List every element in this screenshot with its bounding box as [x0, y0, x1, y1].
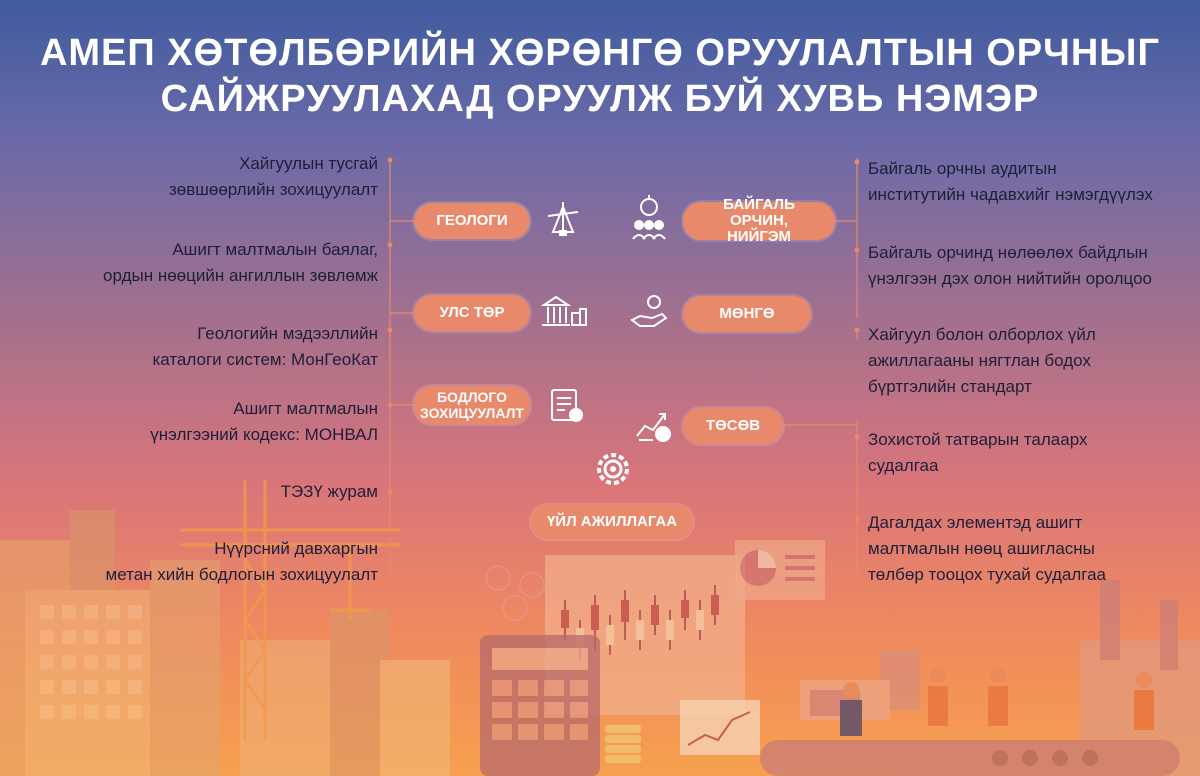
left-item-2 — [18, 237, 378, 289]
right-item-3-line2: ажиллагааны нягтлан бодох — [868, 351, 1091, 370]
left-item-5 — [18, 479, 378, 505]
hand-coin-icon — [632, 296, 666, 326]
category-state-network: УЛС ТӨР — [414, 295, 530, 331]
coin-stack-illustration — [605, 725, 641, 763]
left-item-6-line1: Нүүрсний давхаргын — [214, 539, 378, 558]
page-title — [0, 30, 1200, 122]
category-environment: БАЙГАЛЬ ОРЧИН, НИЙГЭМ — [683, 202, 835, 240]
title-line-2: САЙЖРУУЛАХАД ОРУУЛЖ БУЙ ХУВЬ НЭМЭР — [160, 78, 1040, 120]
globe-community-icon — [633, 195, 665, 239]
title-line-1: АМЕП ХӨТӨЛБӨРИЙН ХӨРӨНГӨ ОРУУЛАЛТЫН ОРЧНЫГ — [39, 32, 1161, 74]
government-building-icon — [542, 297, 586, 325]
calculator-illustration — [480, 635, 600, 776]
right-item-3 — [868, 322, 1188, 400]
left-item-4-line2: үнэлгээний кодекс: МОНВАЛ — [150, 425, 378, 444]
right-item-4 — [868, 427, 1188, 479]
growth-chart-icon — [637, 414, 670, 441]
right-item-1-line2: институтийн чадавхийг нэмэгдүүлэх — [868, 185, 1153, 204]
left-item-6 — [18, 536, 378, 588]
left-item-2-line2: ордын нөөцийн ангиллын зөвлөмж — [103, 266, 378, 285]
left-item-1 — [18, 151, 378, 203]
right-item-5-line1: Дагалдах элементэд ашигт — [868, 513, 1083, 532]
factory-workers-illustration — [760, 580, 1200, 776]
left-connector — [390, 158, 414, 578]
left-item-1-line1: Хайгуулын тусгай — [239, 154, 378, 173]
left-item-6-line2: метан хийн бодлогын зохицуулалт — [105, 565, 378, 584]
right-item-1 — [868, 156, 1188, 208]
left-item-3-line1: Геологийн мэдээллийн — [197, 324, 378, 343]
right-item-2 — [868, 240, 1188, 292]
category-budget: ТӨСӨВ — [683, 408, 783, 444]
right-item-5 — [868, 510, 1188, 588]
left-item-1-line2: зөвшөөрлийн зохицуулалт — [168, 180, 378, 199]
left-item-4 — [18, 396, 378, 448]
rock-drill-icon — [548, 202, 578, 236]
right-item-3-line1: Хайгуул болон олборлох үйл — [868, 325, 1096, 344]
category-policy: БОДЛОГО ЗОХИЦУУЛАЛТ — [414, 386, 530, 424]
category-money: МӨНГӨ — [683, 296, 811, 332]
pie-chart-illustration — [735, 540, 825, 600]
right-item-4-line2: судалгаа — [868, 456, 939, 475]
left-item-2-line1: Ашигт малтмалын баялаг, — [172, 240, 378, 259]
left-item-5-line1: ТЭЗҮ журам — [280, 482, 378, 501]
right-item-2-line1: Байгаль орчинд нөлөөлөх байдлын — [868, 243, 1148, 262]
gear-icon — [599, 455, 627, 483]
right-item-5-line2: малтмалын нөөц ашигласны — [868, 539, 1095, 558]
right-item-5-line3: төлбөр тооцох тухай судалгаа — [868, 565, 1106, 584]
trend-chart-illustration — [680, 700, 760, 755]
left-item-3 — [18, 321, 378, 373]
category-operations: ҮЙЛ АЖИЛЛАГАА — [531, 505, 693, 539]
currency-coins-illustration — [486, 566, 544, 620]
left-item-4-line1: Ашигт малтмалын — [233, 399, 378, 418]
category-geology: ГЕОЛОГИ — [414, 203, 530, 239]
right-item-4-line1: Зохистой татварын талаарх — [868, 430, 1088, 449]
left-item-3-line2: каталоги систем: МонГеоКат — [152, 350, 378, 369]
right-item-1-line1: Байгаль орчны аудитын — [868, 159, 1057, 178]
checklist-document-icon — [552, 390, 582, 421]
right-item-3-line3: бүртгэлийн стандарт — [868, 377, 1032, 396]
right-item-2-line2: үнэлгээн дэх олон нийтийн оролцоо — [868, 269, 1152, 288]
